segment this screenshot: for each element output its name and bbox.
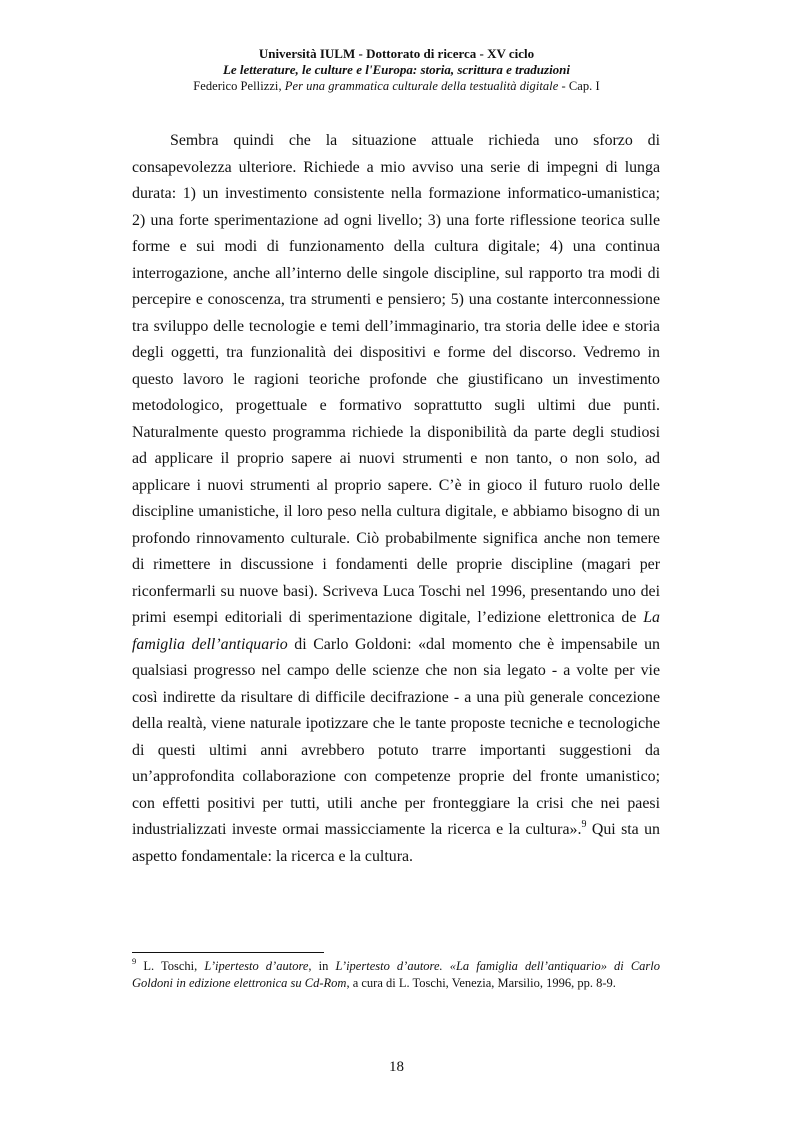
footnote-number: 9 [132,955,137,966]
text-line: applicare i nuovi strumenti al proprio sapere. C’è in gioco il futuro ruolo delle [132,476,660,494]
text-segment: industrializzati investe ormai massicciamente la ricerca e la cultura». [132,821,582,838]
text-line: con effetti positivi per tutti, utili anche per fronteggiare la crisi che nei paesi [132,794,660,812]
text-line: così indirette da risultare di difficile decifrazione - a una più generale concezione [132,688,660,706]
footnote-reference[interactable]: 9 [581,818,587,830]
text-line: Sembra quindi che la situazione attuale richieda uno sforzo di [170,132,660,149]
body-paragraph [132,128,660,870]
footnote-line [132,955,661,975]
text-segment: Qui sta un [586,821,660,838]
text-line: tra sviluppo delle tecnologie e temi dell’immaginario, tra storia delle idee e storia [132,317,660,335]
text-line: discipline umanistiche, il loro peso nella cultura digitale, e abbiamo bisogno di un [132,503,660,520]
text-line: di questi ultimi anni avrebbero potuto trarre importanti suggestioni da [132,741,660,759]
running-header [0,46,793,94]
text-line: di rimettere in discussione i fondamenti delle proprie discipline (magari per [132,556,660,573]
text-line: interrogazione, anche all’interno delle singole discipline, sul rapporto tra modi di [132,264,660,282]
text-line: consapevolezza ulteriore. Richiede a mio avviso una serie di impegni di lunga [132,158,660,176]
text-line: ad applicare il proprio sapere ai nuovi strumenti e non tanto, o non solo, ad [132,450,660,467]
text-line: durata: 1) un investimento consistente nella formazione informatico-umanistica; [132,185,660,202]
footnote-italic: L’ipertesto d’autore. «La famiglia dell’antiquario» di Carlo [335,959,661,973]
text-line [132,605,660,632]
text-line: questo lavoro le ragioni teoriche profonde che giustificano un investimento [132,370,660,388]
header-institution: Università IULM - Dottorato di ricerca - XV ciclo [258,46,535,61]
text-segment: primi esempi editoriali di sperimentazione digitale, l’edizione elettronica de [132,609,637,626]
italic-title: famiglia dell’antiquario [132,635,288,653]
text-line: riconfermarli su nuove basi). Scriveva Luca Toschi nel 1996, presentando uno dei [132,582,660,600]
text-line: un’approfondita collaborazione con competenze proprie del fronte umanistico; [132,768,660,785]
header-program: Le letterature, le culture e l'Europa: storia, scrittura e traduzioni [222,62,571,77]
text-line: forme e sui modi di funzionamento della cultura digitale; 4) una continua [132,238,660,255]
footnote-line [132,975,660,992]
text-segment: di Carlo Goldoni: «dal momento che è impensabile un [287,635,660,653]
text-line: degli oggetti, tra funzionalità dei dispositivi e forme del discorso. Vedremo in [132,344,660,361]
text-line: aspetto fondamentale: la ricerca e la cultura. [132,847,414,865]
footnote-text: , in [308,959,336,973]
footnote-italic: L’ipertesto d’autore [204,959,309,973]
text-line: 2) una forte sperimentazione ad ogni livello; 3) una forte riflessione teorica sulle [132,211,660,229]
text-line: della realtà, viene naturale ipotizzare che le tante proposte tecniche e tecnologiche [132,715,660,732]
text-line [132,817,660,844]
text-line: profondo rinnovamento culturale. Ciò probabilmente significa anche non temere [132,529,660,547]
header-work-title: Per una grammatica culturale della testualità digitale [284,79,559,93]
footnote [132,955,661,991]
header-author-line [0,78,793,94]
italic-title-start: La [643,609,660,626]
header-chapter: - Cap. I [558,79,600,93]
text-line: Naturalmente questo programma richiede la disponibilità da parte degli studiosi [132,423,660,441]
footnote-text: , a cura di L. Toschi, Venezia, Marsilio, 1996, pp. 8-9. [346,975,616,990]
text-line: percepire e conoscenza, tra strumenti e pensiero; 5) una costante interconnessione [132,291,660,308]
header-author: Federico Pellizzi, [193,79,285,93]
footnote-text: L. Toschi, [136,959,205,973]
footnote-separator [132,952,324,953]
text-line: metodologico, progettuale e formativo soprattutto sugli ultimi due punti. [132,397,660,414]
footnote-italic: Goldoni in edizione elettronica su Cd-Rom [132,975,347,990]
page-number: 18 [389,1059,404,1075]
text-line: qualsiasi progresso nel campo delle scienze che non sia legato - a volte per vie [132,662,660,679]
text-line [132,632,660,659]
